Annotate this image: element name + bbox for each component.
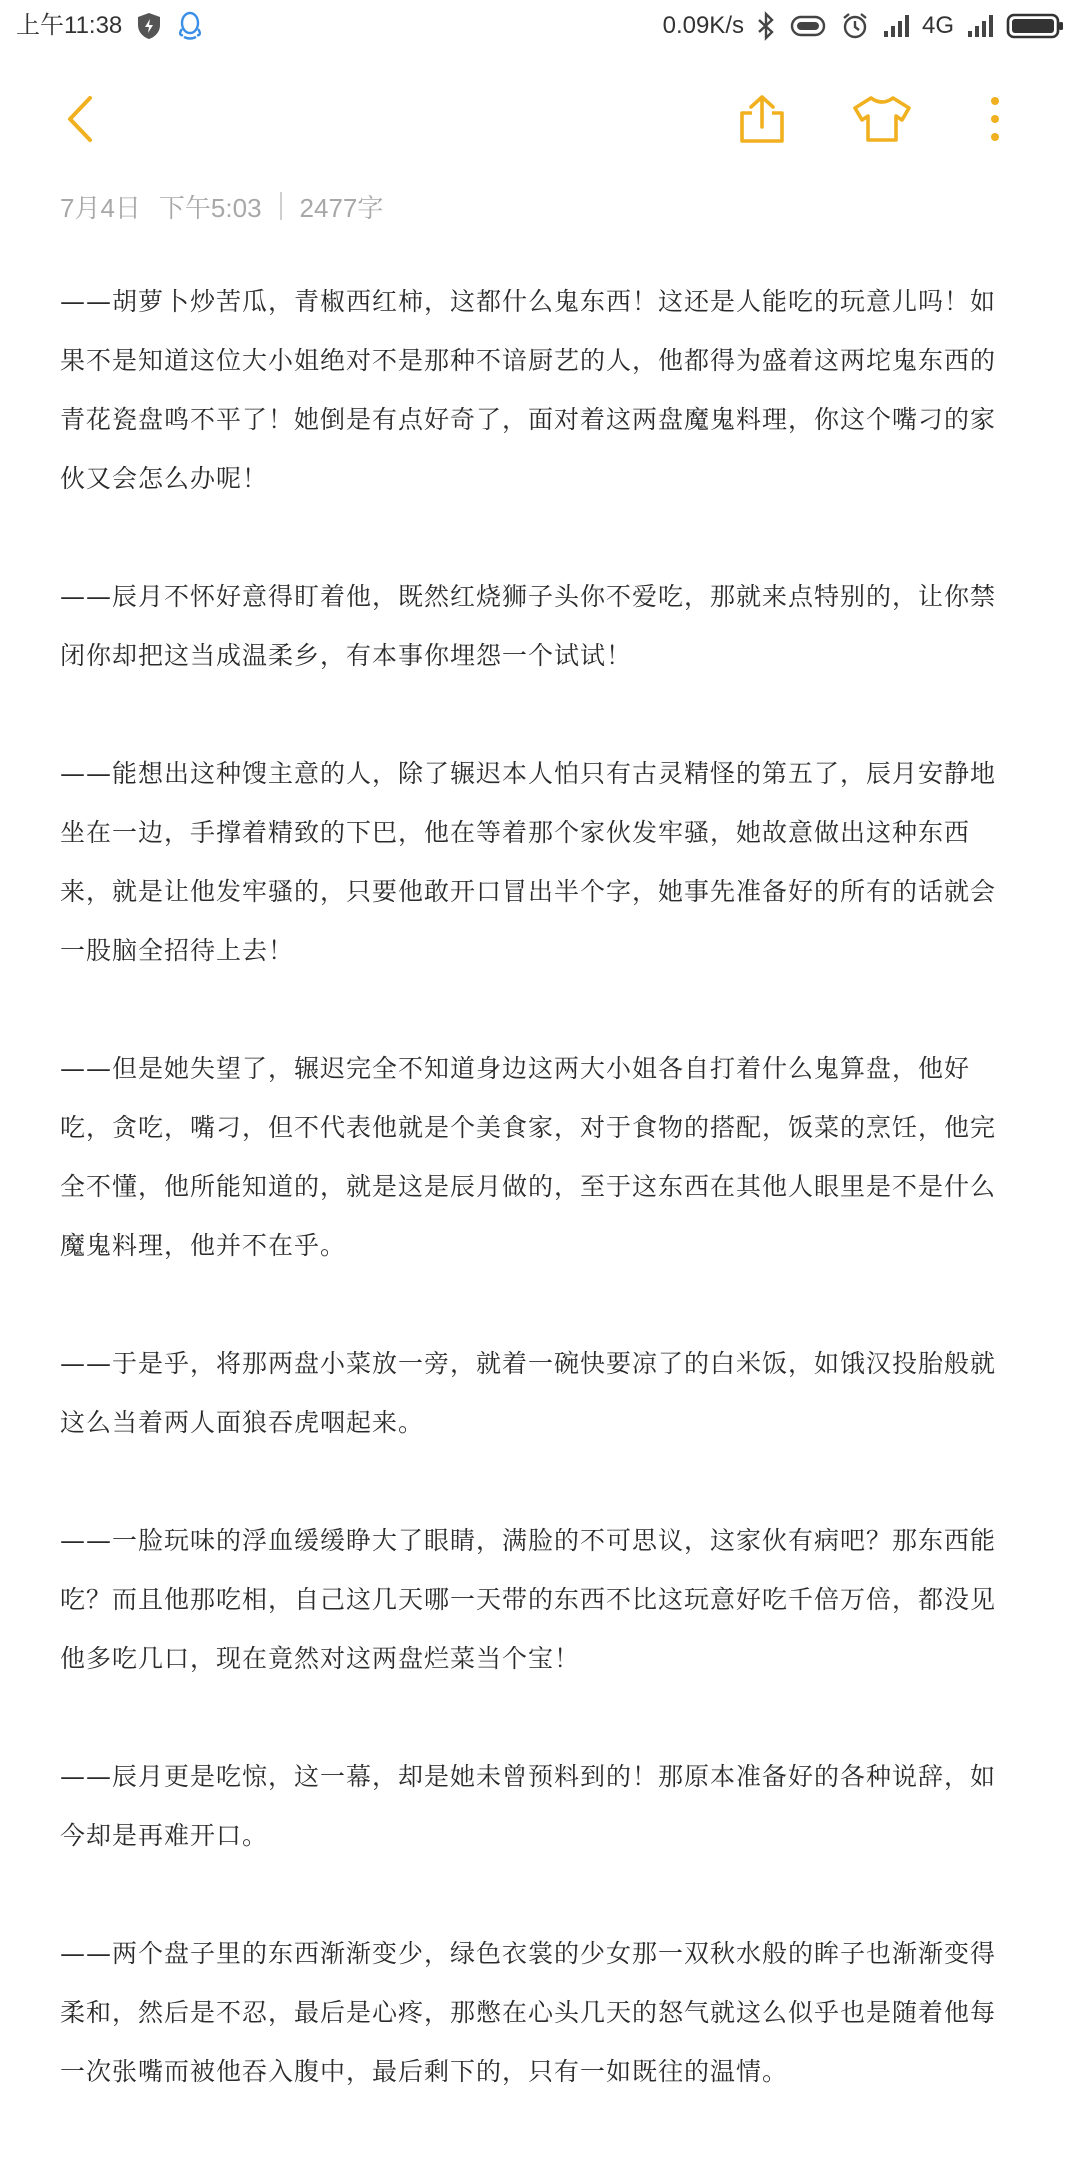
note-meta	[60, 186, 383, 226]
paragraph: ——一脸玩味的浮血缓缓睁大了眼睛，满脸的不可思议，这家伙有病吧？那东西能吃？而且他那吃相，自己这几天哪一天带的东西不比这玩意好吃千倍万倍，都没见他多吃几口，现在竟然对这两盘烂菜当个宝！	[60, 1526, 997, 1673]
paragraph: ——辰月不怀好意得盯着他，既然红烧狮子头你不爱吃，那就来点特别的，让你禁闭你却把这当成温柔乡，有本事你埋怨一个试试！	[60, 582, 997, 670]
more-vertical-icon	[987, 95, 1003, 146]
status-bar	[0, 0, 1080, 52]
battery-icon	[1006, 12, 1064, 40]
share-icon	[736, 93, 788, 148]
paragraph: ——于是乎，将那两盘小菜放一旁，就着一碗快要凉了的白米饭，如饿汉投胎般就这么当着两人面狼吞虎咽起来。	[60, 1349, 997, 1437]
status-time: 上午11:38	[16, 12, 123, 39]
meta-divider	[280, 192, 282, 220]
signal-icon-2	[966, 13, 994, 39]
shield-icon	[136, 12, 162, 40]
bluetooth-icon	[756, 12, 776, 40]
qq-icon	[176, 11, 204, 41]
note-content[interactable]	[60, 272, 1020, 2160]
paragraph: ——辰月更是吃惊，这一幕，却是她未曾预料到的！那原本准备好的各种说辞，如今却是再难开口。	[60, 1762, 997, 1850]
vibrate-icon	[788, 12, 828, 40]
note-date: 7月4日	[60, 192, 141, 223]
share-button[interactable]	[722, 80, 802, 160]
note-time: 下午5:03	[158, 192, 262, 223]
alarm-icon	[840, 11, 870, 41]
status-left	[0, 11, 204, 41]
more-button[interactable]	[955, 80, 1035, 160]
paragraph: ——能想出这种馊主意的人，除了辗迟本人怕只有古灵精怪的第五了，辰月安静地坐在一边，手撑着精致的下巴，他在等着那个家伙发牢骚，她故意做出这种东西来，就是让他发牢骚的，只要他敢开口冒出半个字，她事先准备好的所有的话就会一股脑全招待上去！	[60, 759, 997, 965]
theme-button[interactable]	[842, 80, 922, 160]
paragraph: ——胡萝卜炒苦瓜，青椒西红柿，这都什么鬼东西！这还是人能吃的玩意儿吗！如果不是知道这位大小姐绝对不是那种不谙厨艺的人，他都得为盛着这两坨鬼东西的青花瓷盘鸣不平了！她倒是有点好奇了，面对着这两盘魔鬼料理，你这个嘴刁的家伙又会怎么办呢！	[60, 287, 997, 493]
word-count: 2477字	[299, 192, 384, 223]
paragraph: ——两个盘子里的东西渐渐变少，绿色衣裳的少女那一双秋水般的眸子也渐渐变得柔和，然后是不忍，最后是心疼，那憋在心头几天的怒气就这么似乎也是随着他每一次张嘴而被他吞入腹中，最后剩下的，只有一如既往的温情。	[60, 1939, 997, 2086]
signal-icon	[882, 13, 910, 39]
back-arrow-icon	[60, 94, 100, 147]
network-speed: 0.09K/s	[662, 12, 744, 39]
network-type: 4G	[921, 12, 954, 39]
paragraph: ——但是她失望了，辗迟完全不知道身边这两大小姐各自打着什么鬼算盘，他好吃，贪吃，嘴刁，但不代表他就是个美食家，对于食物的搭配，饭菜的烹饪，他完全不懂，他所能知道的，就是这是辰月做的，至于这东西在其他人眼里是不是什么魔鬼料理，他并不在乎。	[60, 1054, 997, 1260]
nav-bar	[0, 70, 1080, 170]
status-right	[663, 11, 1080, 41]
shirt-theme-icon	[851, 94, 913, 147]
back-button[interactable]	[40, 80, 120, 160]
